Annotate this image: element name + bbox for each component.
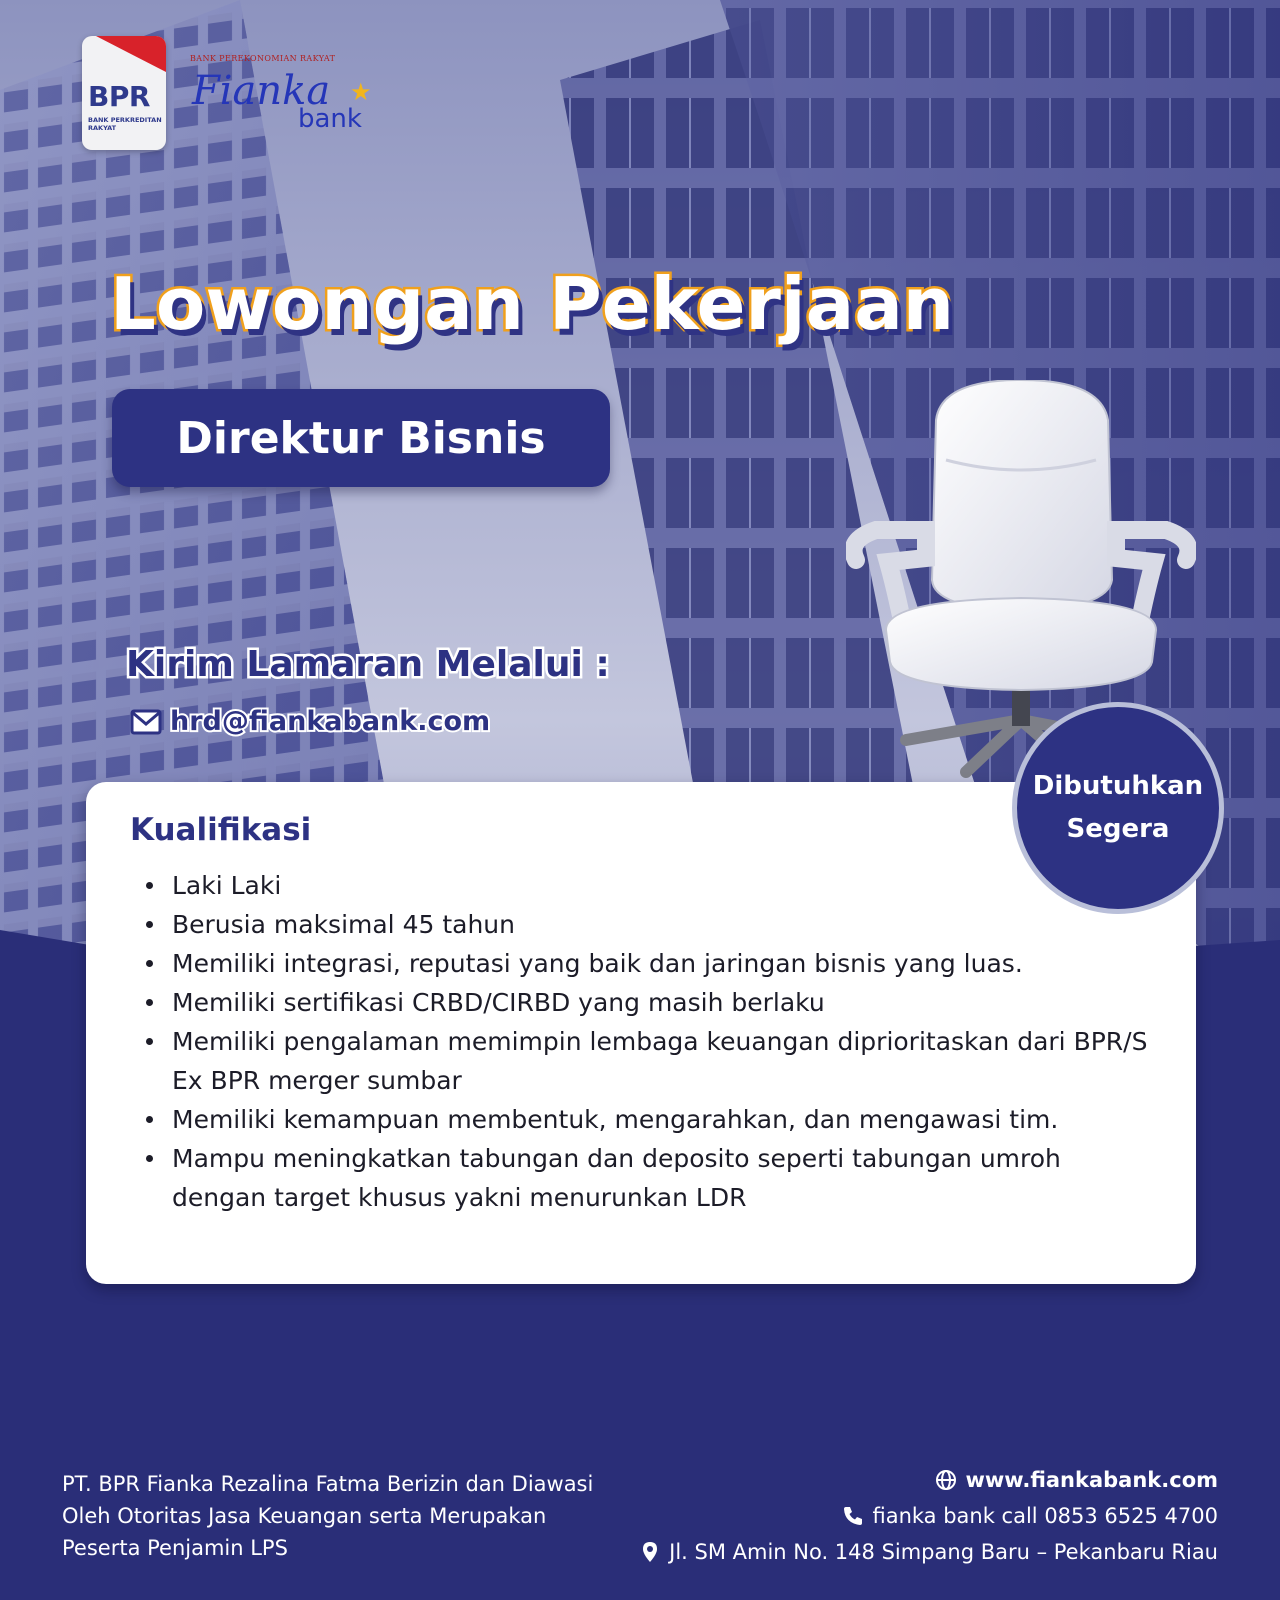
badge-line-1: Dibutuhkan <box>1032 771 1204 801</box>
fianka-name: Fianka <box>192 68 331 114</box>
phone-row[interactable] <box>639 1498 1218 1534</box>
badge-line-2: Segera <box>1066 814 1170 844</box>
position-label: Direktur Bisnis <box>112 389 610 487</box>
star-icon: ★ <box>350 78 372 106</box>
list-item: Memiliki integrasi, reputasi yang baik dan jaringan bisnis yang luas. <box>144 944 1154 983</box>
location-pin-icon <box>639 1541 661 1563</box>
urgent-badge <box>1012 702 1224 914</box>
legal-line-1: PT. BPR Fianka Rezalina Fatma Berizin dan Diawasi <box>62 1472 594 1496</box>
footer-legal <box>62 1468 622 1564</box>
list-item: Memiliki pengalaman memimpin lembaga keuangan diprioritaskan dari BPR/S Ex BPR merger sumbar <box>144 1022 1154 1100</box>
legal-line-2: Oleh Otoritas Jasa Keuangan serta Merupakan <box>62 1504 547 1528</box>
contact-email-row[interactable] <box>130 706 490 737</box>
fianka-tagline: BANK PEREKONOMIAN RAKYAT <box>190 54 336 63</box>
footer-contact <box>639 1462 1218 1570</box>
list-item: Laki Laki <box>144 866 1154 905</box>
contact-email-link[interactable]: hrd@fiankabank.com <box>170 706 491 737</box>
address-text: Jl. SM Amin No. 148 Simpang Baru – Pekanbaru Riau <box>669 1540 1218 1564</box>
bpr-logo-subtext: BANK PERKREDITAN RAKYAT <box>88 116 162 132</box>
mail-icon <box>130 709 162 735</box>
fianka-bank-word: bank <box>298 104 362 134</box>
address-row <box>639 1534 1218 1570</box>
headline-title: Lowongan Pekerjaan <box>110 262 955 346</box>
list-item: Memiliki sertifikasi CRBD/CIRBD yang masih berlaku <box>144 983 1154 1022</box>
globe-icon <box>935 1469 957 1491</box>
list-item: Berusia maksimal 45 tahun <box>144 905 1154 944</box>
phone-icon <box>842 1505 864 1527</box>
bpr-logo <box>82 36 166 150</box>
contact-title: Kirim Lamaran Melalui : <box>126 644 610 685</box>
website-row[interactable] <box>639 1462 1218 1498</box>
list-item: Mampu meningkatkan tabungan dan deposito seperti tabungan umroh dengan target khusus yakni menurunkan LDR <box>144 1139 1154 1217</box>
legal-line-3: Peserta Penjamin LPS <box>62 1536 288 1560</box>
qualifications-title: Kualifikasi <box>130 812 312 848</box>
website-link[interactable]: www.fiankabank.com <box>965 1468 1218 1492</box>
bpr-flag-icon <box>96 36 166 72</box>
fianka-bank-logo <box>190 54 390 144</box>
phone-text[interactable]: fianka bank call 0853 6525 4700 <box>872 1504 1218 1528</box>
bpr-logo-text: BPR <box>88 80 150 113</box>
list-item: Memiliki kemampuan membentuk, mengarahkan, dan mengawasi tim. <box>144 1100 1154 1139</box>
qualifications-list <box>144 866 1154 1217</box>
